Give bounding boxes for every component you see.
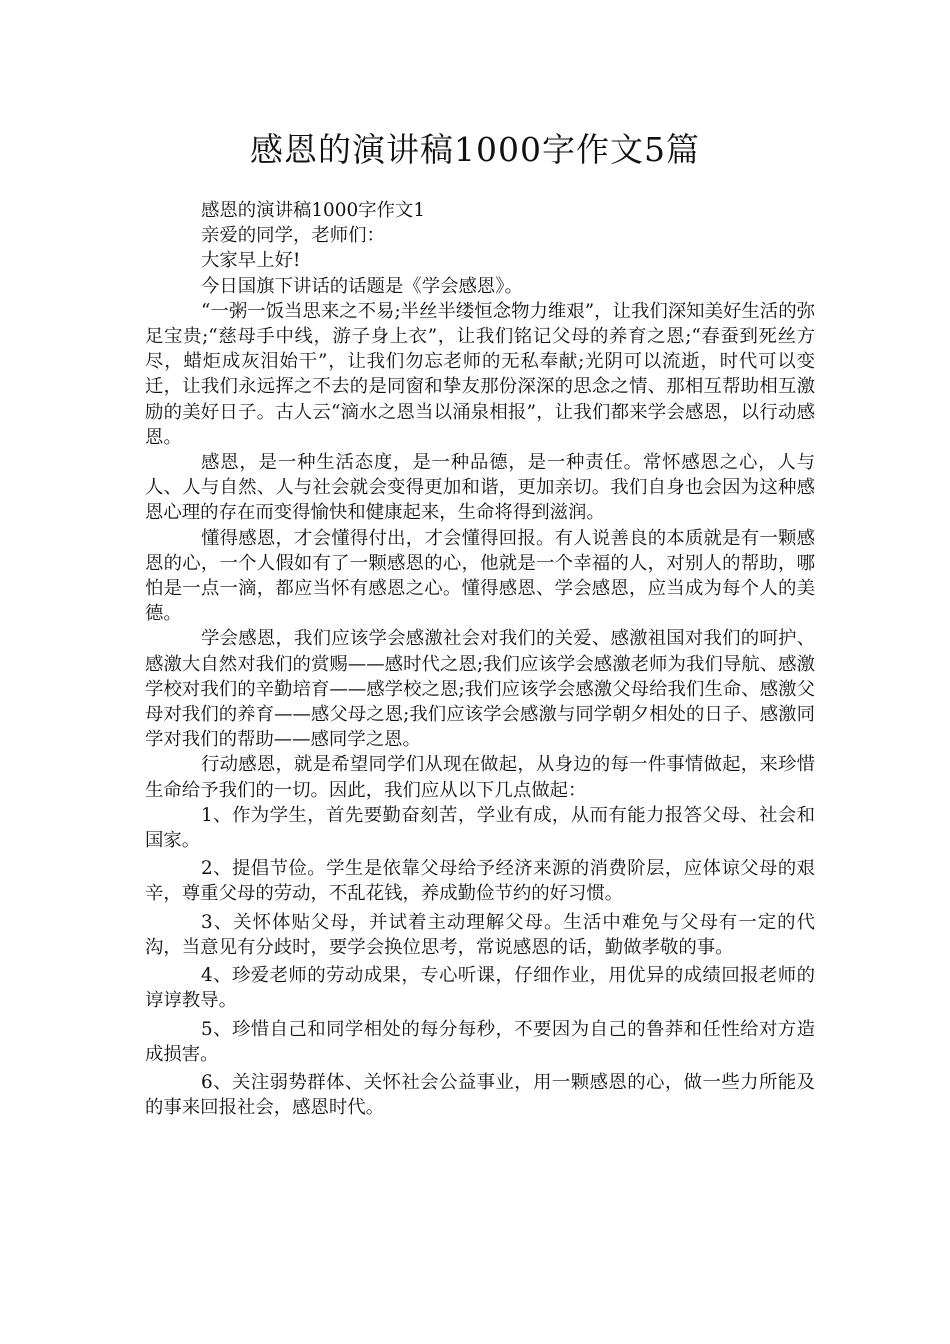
paragraph: 感恩，是一种生活态度，是一种品德，是一种责任。常怀感恩之心，人与人、人与自然、人与社会就会变得更加和谐，更加亲切。我们自身也会因为这种感恩心理的存在而变得愉快和健康起来，生命将得到滋润。: [145, 452, 815, 524]
list-item: 2、提倡节俭。学生是依靠父母给予经济来源的消费阶层，应体谅父母的艰辛，尊重父母的劳动，不乱花钱，养成勤俭节约的好习惯。: [145, 858, 815, 905]
topic-line: 今日国旗下讲话的话题是《学会感恩》。: [201, 275, 523, 297]
greeting: 大家早上好!: [201, 250, 301, 272]
list-item: 3、关怀体贴父母，并试着主动理解父母。生活中难免与父母有一定的代沟，当意见有分歧时，要学会换位思考，常说感恩的话，勤做孝敬的事。: [145, 911, 815, 958]
paragraph: 懂得感恩，才会懂得付出，才会懂得回报。有人说善良的本质就是有一颗感恩的心，一个人假如有了一颗感恩的心，他就是一个幸福的人，对别人的帮助，哪怕是一点一滴，都应当怀有感恩之心。懂得感恩、学会感恩，应当成为每个人的美德。: [145, 527, 815, 625]
document-body: [145, 198, 815, 1120]
section-heading: 感恩的演讲稿1000字作文1: [201, 200, 426, 221]
list-item: 1、作为学生，首先要勤奋刻苦，学业有成，从而有能力报答父母、社会和国家。: [145, 804, 815, 852]
paragraph: 行动感恩，就是希望同学们从现在做起，从身边的每一件事情做起，来珍惜生命给予我们的一切。因此，我们应从以下几点做起：: [145, 754, 815, 801]
paragraph: “一粥一饭当思来之不易;半丝半缕恒念物力维艰”，让我们深知美好生活的弥足宝贵;“慈母手中线，游子身上衣”，让我们铭记父母的养育之恩;“春蚕到死丝方尽，蜡炬成灰泪始干”，让我们勿忘老师的无私奉献;光阴可以流逝，时代可以变迁，让我们永远挥之不去的是同窗和挚友那份深深的思念之情、那相互帮助相互激励的美好日子。古人云“滴水之恩当以涌泉相报”，让我们都来学会感恩，以行动感恩。: [145, 300, 815, 448]
list-item: 5、珍惜自己和同学相处的每分每秒，不要因为自己的鲁莽和任性给对方造成损害。: [145, 1018, 815, 1065]
list-item: 4、珍爱老师的劳动成果，专心听课，仔细作业，用优异的成绩回报老师的谆谆教导。: [145, 965, 815, 1012]
document-title: 感恩的演讲稿1000字作文5篇: [250, 130, 700, 169]
salutation: 亲爱的同学，老师们：: [201, 225, 385, 247]
list-item: 6、关注弱势群体、关怀社会公益事业，用一颗感恩的心，做一些力所能及的事来回报社会，感恩时代。: [145, 1071, 815, 1119]
paragraph: 学会感恩，我们应该学会感激社会对我们的关爱、感激祖国对我们的呵护、感激大自然对我们的赏赐——感时代之恩;我们应该学会感激老师为我们导航、感激学校对我们的辛勤培育——感学校之恩;我们应该学会感激父母给我们生命、感激父母对我们的养育——感父母之恩;我们应该学会感激与同学朝夕相处的日子、感激同学对我们的帮助——感同学之恩。: [145, 628, 815, 751]
